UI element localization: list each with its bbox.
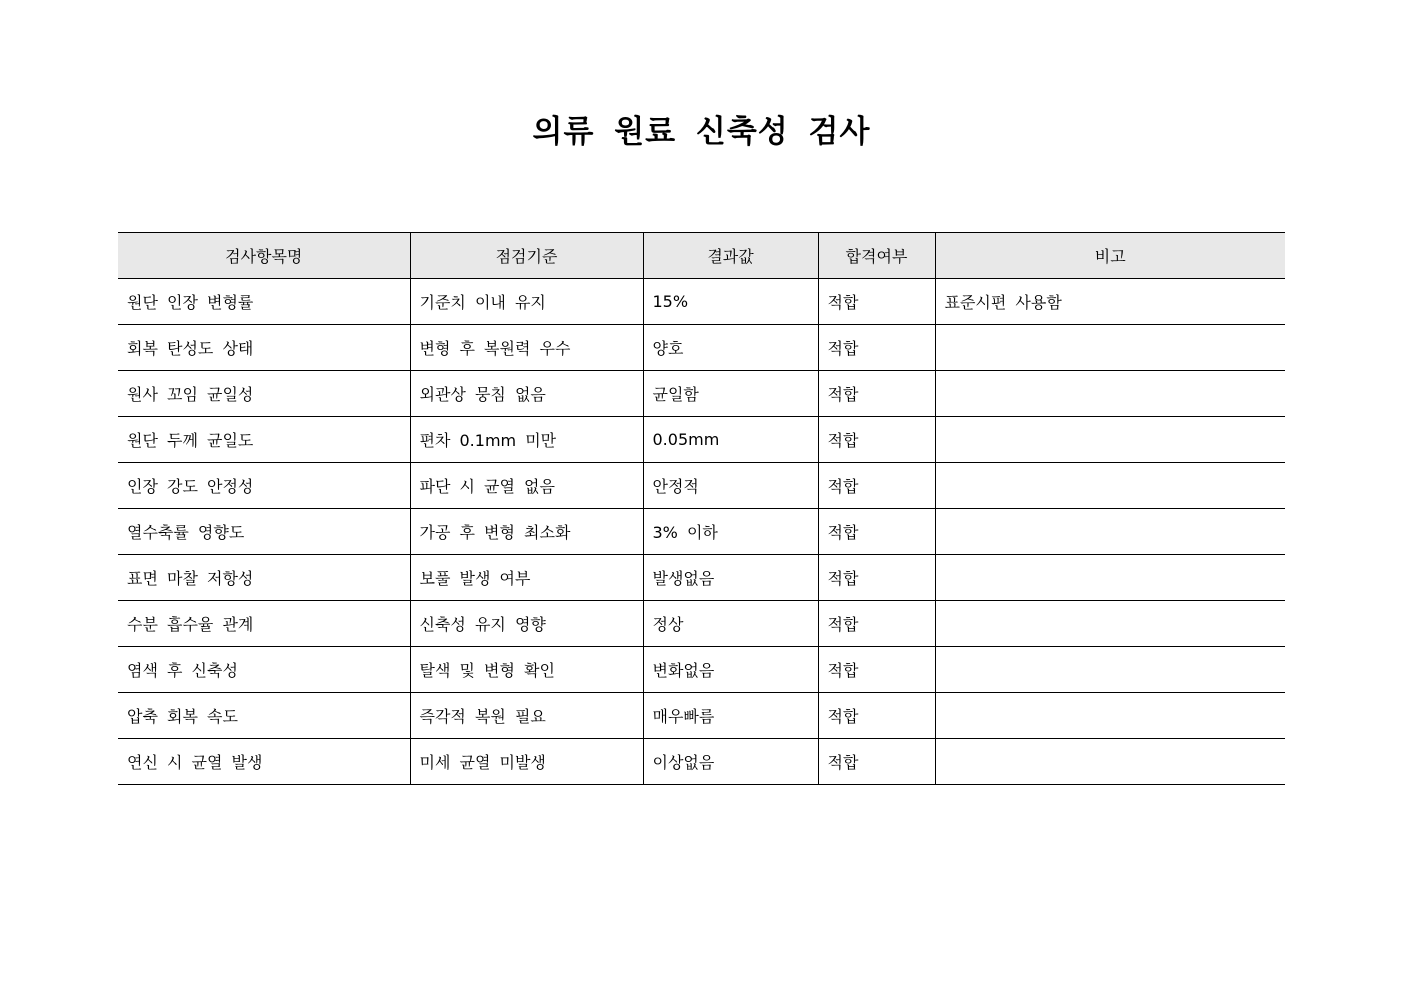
cell-pass-status: 적합 <box>818 279 935 325</box>
table-row <box>118 279 1285 325</box>
cell-criteria: 미세 균열 미발생 <box>410 739 643 785</box>
cell-pass-status: 적합 <box>818 601 935 647</box>
cell-result: 15% <box>643 279 818 325</box>
cell-criteria: 기준치 이내 유지 <box>410 279 643 325</box>
cell-result: 발생없음 <box>643 555 818 601</box>
table-row <box>118 509 1285 555</box>
inspection-table <box>118 232 1285 785</box>
table-row <box>118 555 1285 601</box>
cell-pass-status: 적합 <box>818 417 935 463</box>
table-row <box>118 417 1285 463</box>
cell-remarks <box>935 371 1285 417</box>
document-title: 의류 원료 신축성 검사 <box>532 114 871 150</box>
cell-item-name: 열수축률 영향도 <box>118 509 410 555</box>
cell-item-name: 수분 흡수율 관계 <box>118 601 410 647</box>
cell-pass-status: 적합 <box>818 647 935 693</box>
table-row <box>118 601 1285 647</box>
cell-result: 양호 <box>643 325 818 371</box>
cell-pass-status: 적합 <box>818 371 935 417</box>
table-row <box>118 739 1285 785</box>
cell-item-name: 원단 인장 변형률 <box>118 279 410 325</box>
cell-result: 균일함 <box>643 371 818 417</box>
table-row <box>118 325 1285 371</box>
cell-result: 변화없음 <box>643 647 818 693</box>
cell-remarks <box>935 647 1285 693</box>
cell-criteria: 외관상 뭉침 없음 <box>410 371 643 417</box>
cell-criteria: 탈색 및 변형 확인 <box>410 647 643 693</box>
cell-criteria: 보풀 발생 여부 <box>410 555 643 601</box>
cell-pass-status: 적합 <box>818 509 935 555</box>
cell-pass-status: 적합 <box>818 463 935 509</box>
cell-pass-status: 적합 <box>818 693 935 739</box>
table-row <box>118 647 1285 693</box>
table-header-row <box>118 233 1285 279</box>
cell-result: 매우빠름 <box>643 693 818 739</box>
cell-criteria: 가공 후 변형 최소화 <box>410 509 643 555</box>
cell-result: 3% 이하 <box>643 509 818 555</box>
cell-remarks <box>935 739 1285 785</box>
cell-result: 0.05mm <box>643 417 818 463</box>
header-item-name: 검사항목명 <box>118 233 410 279</box>
table-row <box>118 371 1285 417</box>
header-pass-status: 합격여부 <box>818 233 935 279</box>
cell-remarks <box>935 693 1285 739</box>
cell-remarks: 표준시편 사용함 <box>935 279 1285 325</box>
cell-criteria: 변형 후 복원력 우수 <box>410 325 643 371</box>
header-result: 결과값 <box>643 233 818 279</box>
cell-pass-status: 적합 <box>818 325 935 371</box>
cell-criteria: 즉각적 복원 필요 <box>410 693 643 739</box>
table-row <box>118 693 1285 739</box>
table-row <box>118 463 1285 509</box>
cell-result: 정상 <box>643 601 818 647</box>
cell-item-name: 원사 꼬임 균일성 <box>118 371 410 417</box>
cell-item-name: 원단 두께 균일도 <box>118 417 410 463</box>
cell-pass-status: 적합 <box>818 555 935 601</box>
cell-remarks <box>935 417 1285 463</box>
cell-criteria: 신축성 유지 영향 <box>410 601 643 647</box>
cell-result: 이상없음 <box>643 739 818 785</box>
cell-item-name: 연신 시 균열 발생 <box>118 739 410 785</box>
cell-result: 안정적 <box>643 463 818 509</box>
cell-criteria: 편차 0.1mm 미만 <box>410 417 643 463</box>
cell-criteria: 파단 시 균열 없음 <box>410 463 643 509</box>
header-remarks: 비고 <box>935 233 1285 279</box>
cell-item-name: 표면 마찰 저항성 <box>118 555 410 601</box>
cell-remarks <box>935 325 1285 371</box>
cell-item-name: 인장 강도 안정성 <box>118 463 410 509</box>
cell-item-name: 압축 회복 속도 <box>118 693 410 739</box>
header-criteria: 점검기준 <box>410 233 643 279</box>
cell-remarks <box>935 509 1285 555</box>
cell-item-name: 회복 탄성도 상태 <box>118 325 410 371</box>
cell-item-name: 염색 후 신축성 <box>118 647 410 693</box>
cell-remarks <box>935 463 1285 509</box>
cell-remarks <box>935 601 1285 647</box>
cell-pass-status: 적합 <box>818 739 935 785</box>
cell-remarks <box>935 555 1285 601</box>
